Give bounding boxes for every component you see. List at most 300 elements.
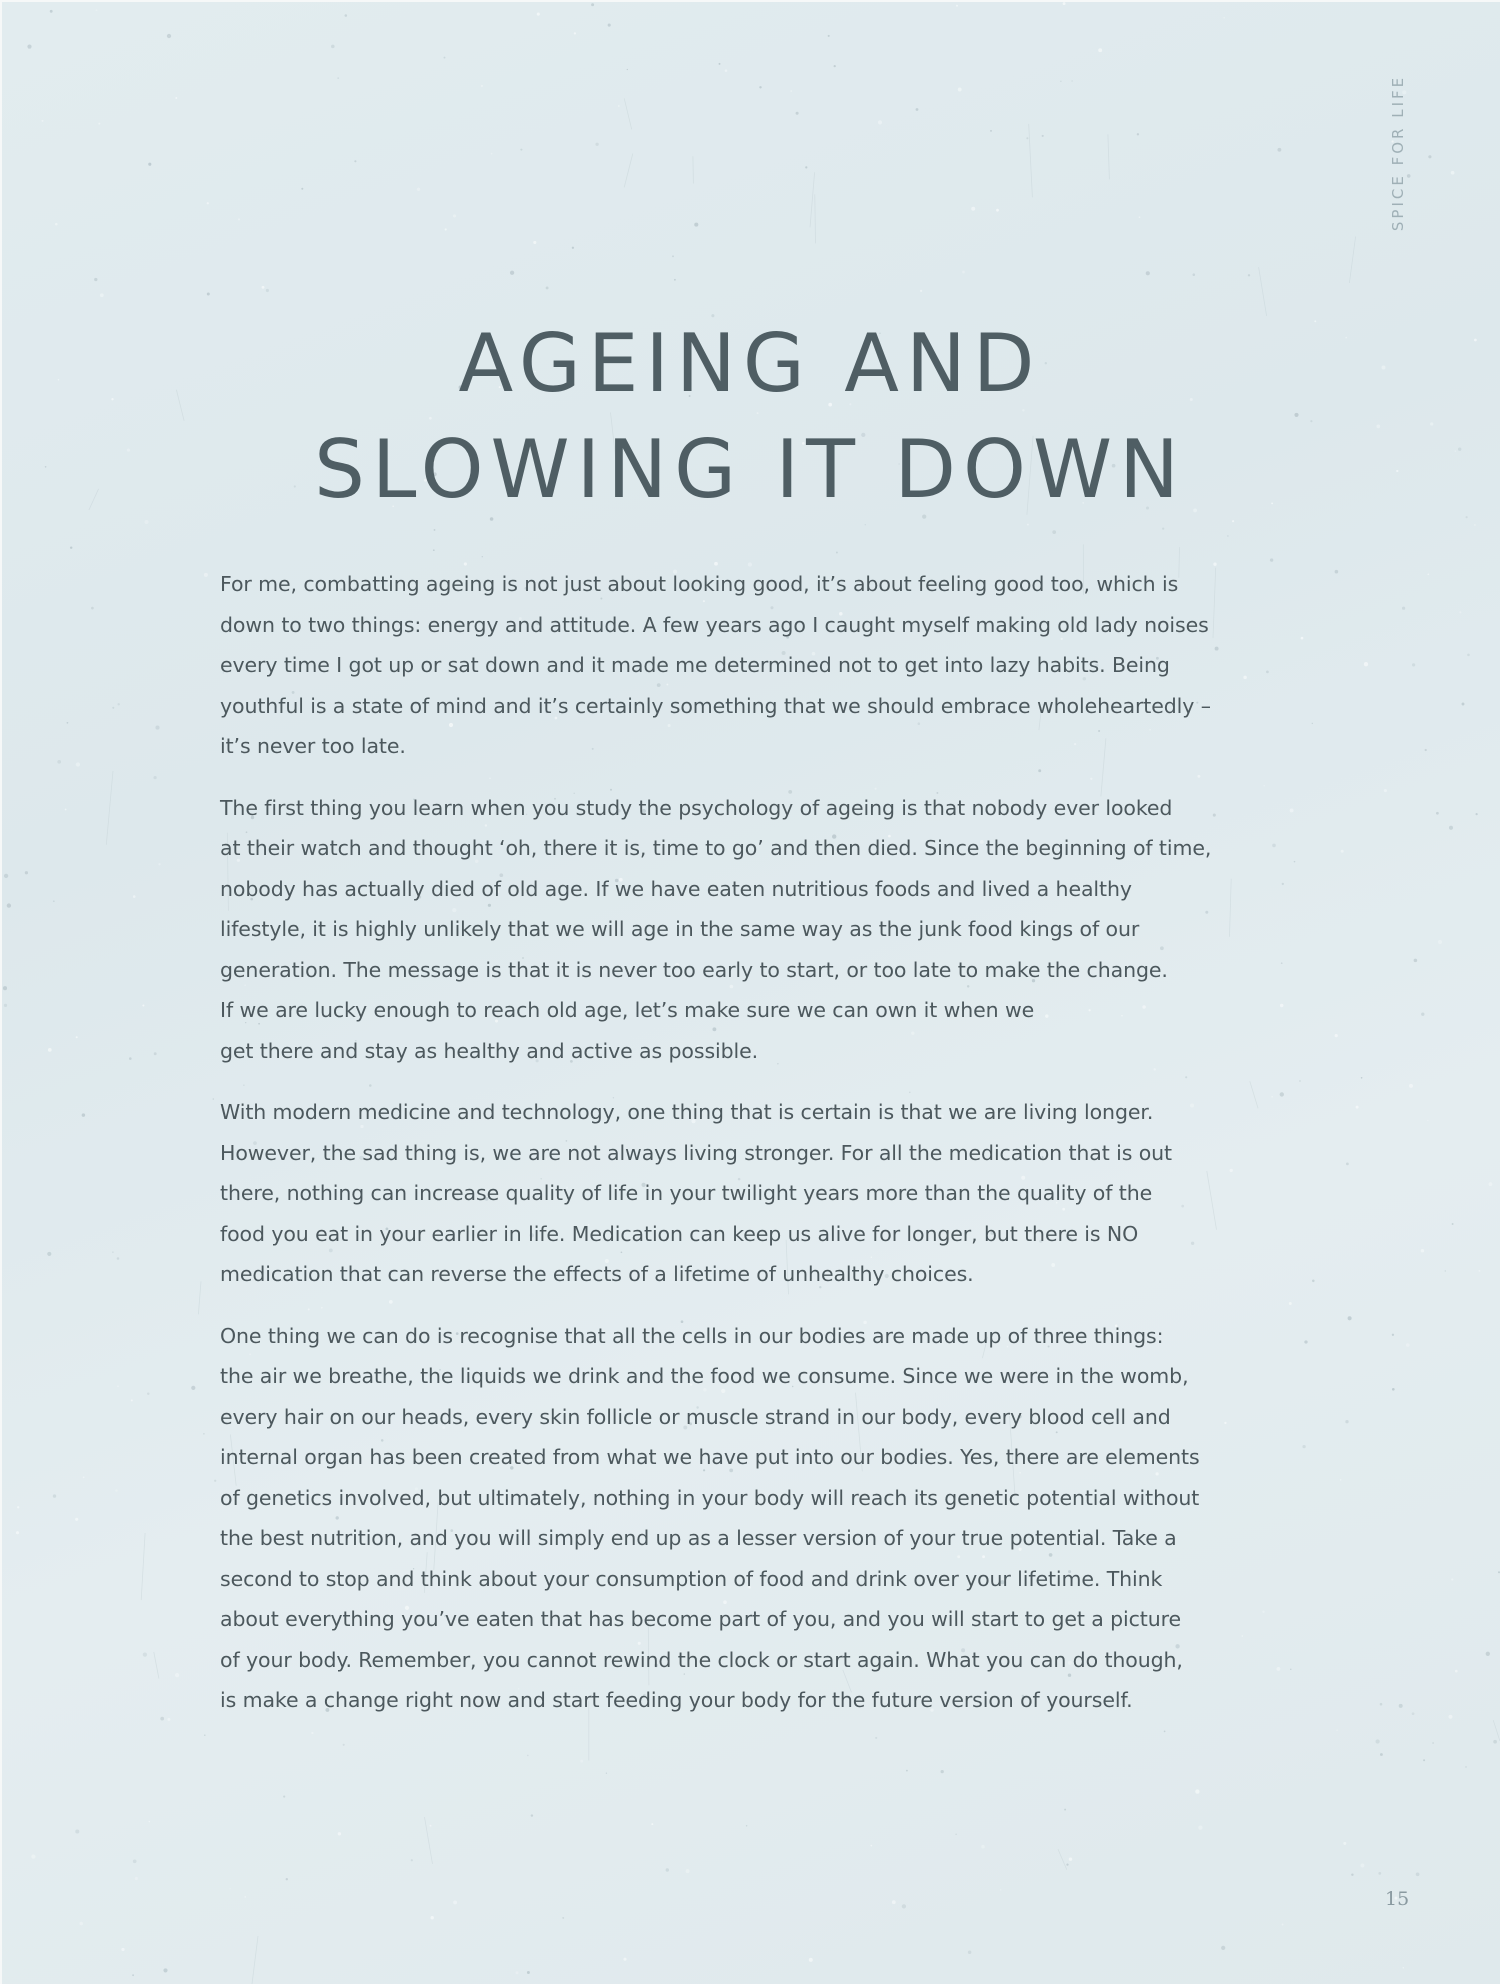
speckle xyxy=(70,546,72,548)
speckle xyxy=(1406,0,1408,1)
speckle xyxy=(79,1922,83,1926)
speckle xyxy=(75,1829,79,1833)
speckle xyxy=(627,69,628,70)
speckle xyxy=(1335,1034,1338,1037)
speckle xyxy=(53,1494,56,1497)
speckle xyxy=(98,123,100,125)
speckle xyxy=(203,1433,205,1435)
speckle xyxy=(1462,703,1465,706)
speckle xyxy=(1396,470,1398,472)
speckle xyxy=(345,14,348,17)
speckle xyxy=(1301,637,1304,640)
speckle xyxy=(580,1760,583,1763)
speckle xyxy=(996,209,999,212)
speckle xyxy=(1271,1096,1272,1097)
scratch xyxy=(810,172,815,227)
speckle xyxy=(1414,959,1418,963)
speckle xyxy=(1412,663,1415,666)
speckle xyxy=(75,1518,78,1521)
speckle xyxy=(1282,1924,1284,1926)
speckle xyxy=(1289,1302,1292,1305)
speckle xyxy=(175,97,177,99)
speckle xyxy=(1449,826,1453,830)
speckle xyxy=(434,529,436,531)
speckle xyxy=(155,726,159,730)
speckle xyxy=(941,1770,944,1773)
speckle xyxy=(1382,366,1386,370)
speckle xyxy=(430,1825,432,1827)
speckle xyxy=(574,32,576,34)
speckle xyxy=(1427,573,1429,575)
speckle xyxy=(591,3,594,6)
speckle xyxy=(204,573,208,577)
speckle xyxy=(167,34,171,38)
speckle xyxy=(790,90,792,92)
speckle xyxy=(1304,1340,1307,1343)
speckle xyxy=(149,1821,150,1822)
speckle xyxy=(623,1958,626,1961)
speckle xyxy=(94,278,97,281)
speckle xyxy=(154,1052,157,1055)
speckle xyxy=(1193,273,1196,276)
speckle xyxy=(520,149,522,151)
speckle xyxy=(1361,1077,1363,1079)
speckle xyxy=(1345,337,1347,339)
speckle xyxy=(537,13,540,16)
speckle xyxy=(686,1869,690,1873)
speckle xyxy=(411,1859,413,1861)
text-line: there, nothing can increase quality of life in your twilight years more than the quality of the xyxy=(220,1181,1153,1205)
speckle xyxy=(100,293,104,297)
text-line: internal organ has been created from what we have put into our bodies. Yes, there are elements xyxy=(220,1445,1200,1469)
speckle xyxy=(1064,1809,1066,1811)
speckle xyxy=(354,160,356,162)
speckle xyxy=(153,776,156,779)
paragraph-4 xyxy=(220,1316,1250,1721)
speckle xyxy=(719,63,721,65)
speckle xyxy=(834,65,836,67)
speckle xyxy=(1336,1729,1338,1731)
text-line: it’s never too late. xyxy=(220,734,406,758)
speckle xyxy=(65,809,67,811)
speckle xyxy=(143,1652,147,1656)
scratch xyxy=(198,1281,201,1314)
speckle xyxy=(129,1057,132,1060)
speckle xyxy=(229,1888,230,1889)
speckle xyxy=(1280,1092,1284,1096)
text-line: medication that can reverse the effects of a lifetime of unhealthy choices. xyxy=(220,1262,974,1286)
speckle xyxy=(1493,1740,1497,1744)
text-line: about everything you’ve eaten that has become part of you, and you will start to get a picture xyxy=(220,1607,1182,1631)
speckle xyxy=(27,45,31,49)
speckle xyxy=(331,45,335,49)
speckle xyxy=(533,241,536,244)
speckle xyxy=(117,1386,118,1387)
speckle xyxy=(618,105,620,107)
speckle xyxy=(1392,1388,1395,1391)
text-line: down to two things: energy and attitude. A few years ago I caught myself making old lady noises xyxy=(220,612,1209,637)
speckle xyxy=(1302,1445,1305,1448)
speckle xyxy=(3,986,7,990)
speckle xyxy=(870,1845,872,1847)
speckle xyxy=(76,1036,78,1038)
speckle xyxy=(1416,1872,1420,1876)
text-line: the air we breathe, the liquids we drink and the food we consume. Since we were in the womb, xyxy=(220,1364,1189,1388)
speckle xyxy=(1436,812,1439,815)
speckle xyxy=(1348,1316,1352,1320)
speckle xyxy=(117,1257,120,1260)
speckle xyxy=(1392,1334,1394,1336)
speckle xyxy=(1266,671,1269,674)
speckle xyxy=(1428,155,1431,158)
speckle xyxy=(83,1477,85,1479)
speckle xyxy=(968,1950,972,1954)
speckle xyxy=(1403,1967,1404,1968)
speckle xyxy=(48,1048,52,1052)
speckle xyxy=(433,549,435,551)
speckle xyxy=(1227,535,1228,536)
speckle xyxy=(796,112,799,115)
speckle xyxy=(1449,1715,1453,1719)
speckle xyxy=(1063,2,1066,5)
speckle xyxy=(76,762,80,766)
body-text xyxy=(220,564,1250,1742)
text-line: every hair on our heads, every skin follicle or muscle strand in our body, every blood cell and xyxy=(220,1404,1171,1429)
speckle xyxy=(132,1974,134,1976)
text-line: second to stop and think about your consumption of food and drink over your lifetime. Think xyxy=(220,1566,1163,1591)
text-line: The first thing you learn when you study the psychology of ageing is that nobody ever looked xyxy=(220,795,1173,820)
speckle xyxy=(1137,133,1139,135)
speckle xyxy=(1474,524,1475,525)
speckle xyxy=(135,1877,138,1880)
speckle xyxy=(1262,1610,1264,1612)
scratch xyxy=(176,390,184,421)
speckle xyxy=(1430,422,1433,425)
speckle xyxy=(1458,448,1461,451)
speckle xyxy=(1026,137,1028,139)
speckle xyxy=(1060,81,1061,82)
speckle xyxy=(482,556,483,557)
speckle xyxy=(45,466,47,468)
speckle xyxy=(1465,1766,1466,1767)
speckle xyxy=(828,35,830,37)
text-line: generation. The message is that it is never too early to start, or too late to make the change. xyxy=(220,957,1168,982)
speckle xyxy=(1402,607,1405,610)
speckle xyxy=(1071,80,1073,82)
speckle xyxy=(1248,274,1250,276)
speckle xyxy=(1406,1343,1410,1347)
speckle xyxy=(1312,1280,1315,1283)
text-line: nobody has actually died of old age. If we have eaten nutritious foods and lived a healthy xyxy=(220,876,1132,901)
text-line: of genetics involved, but ultimately, nothing in your body will reach its genetic potential without xyxy=(220,1485,1200,1510)
speckle xyxy=(608,24,611,27)
speckle xyxy=(562,1917,564,1919)
text-line: at their watch and thought ‘oh, there it is, time to go’ and then died. Since the beginning of time, xyxy=(220,836,1212,860)
speckle xyxy=(1264,785,1265,786)
speckle xyxy=(1280,1004,1283,1007)
speckle xyxy=(725,69,728,72)
speckle xyxy=(1421,1249,1424,1252)
paragraph-1 xyxy=(220,564,1250,767)
speckle xyxy=(1195,1789,1199,1793)
speckle xyxy=(1425,749,1427,751)
speckle xyxy=(1427,1120,1429,1122)
text-line: However, the sad thing is, we are not always living stronger. For all the medication that is out xyxy=(220,1140,1172,1165)
speckle xyxy=(4,874,8,878)
speckle xyxy=(481,85,483,87)
speckle xyxy=(453,1900,457,1904)
text-line: of your body. Remember, you cannot rewind the clock or start again. What you can do though, xyxy=(220,1647,1183,1672)
text-line: youthful is a state of mind and it’s certainly something that we should embrace wholeheartedly – xyxy=(220,693,1211,718)
speckle xyxy=(1384,789,1387,792)
speckle xyxy=(1340,1479,1341,1480)
speckle xyxy=(962,271,965,274)
scratch xyxy=(1250,1081,1258,1108)
paragraph-3 xyxy=(220,1092,1250,1295)
speckle xyxy=(53,900,55,902)
speckle xyxy=(1290,808,1294,812)
scratch xyxy=(1349,237,1355,284)
speckle xyxy=(1451,171,1455,175)
speckle xyxy=(1455,1670,1458,1673)
speckle xyxy=(453,214,456,217)
speckle xyxy=(1098,48,1102,52)
speckle xyxy=(1027,524,1029,526)
speckle xyxy=(1221,1946,1225,1950)
speckle xyxy=(147,1392,149,1394)
speckle xyxy=(958,88,962,92)
speckle xyxy=(4,1004,7,1007)
speckle xyxy=(283,1796,285,1798)
speckle xyxy=(1486,1652,1490,1656)
speckle xyxy=(160,1717,164,1721)
speckle xyxy=(746,1825,747,1826)
speckle xyxy=(1376,425,1380,429)
speckle xyxy=(50,10,53,13)
speckle xyxy=(1312,723,1313,724)
speckle xyxy=(1380,1753,1383,1756)
speckle xyxy=(515,1971,518,1974)
speckle xyxy=(491,153,493,155)
speckle xyxy=(244,1896,246,1898)
speckle xyxy=(1455,450,1457,452)
speckle xyxy=(214,1480,216,1482)
speckle xyxy=(167,1718,170,1721)
speckle xyxy=(118,703,120,705)
scratch xyxy=(624,154,633,188)
scratch xyxy=(1108,134,1110,179)
speckle xyxy=(1375,1739,1379,1743)
speckle xyxy=(1474,339,1477,342)
speckle xyxy=(981,1845,985,1849)
speckle xyxy=(16,1531,19,1534)
speckle xyxy=(133,1859,137,1863)
scratch xyxy=(1493,1720,1500,1741)
speckle xyxy=(1467,654,1470,657)
speckle xyxy=(1445,1270,1446,1271)
speckle xyxy=(207,293,210,296)
text-line: If we are lucky enough to reach old age, let’s make sure we can own it when we xyxy=(220,998,1035,1022)
speckle xyxy=(971,207,975,211)
scratch xyxy=(1058,1849,1067,1870)
speckle xyxy=(82,1113,85,1116)
speckle xyxy=(1399,1704,1403,1708)
page-number: 15 xyxy=(1385,1888,1410,1910)
speckle xyxy=(127,448,130,451)
speckle xyxy=(1421,1013,1424,1016)
speckle xyxy=(1360,1864,1364,1868)
speckle xyxy=(57,760,61,764)
scratch xyxy=(249,1936,258,1984)
speckle xyxy=(1299,1080,1300,1081)
speckle xyxy=(213,1098,215,1100)
text-line: food you eat in your earlier in life. Medication can keep us alive for longer, but there is NO xyxy=(220,1221,1139,1246)
speckle xyxy=(158,863,160,865)
speckle xyxy=(286,1878,288,1880)
speckle xyxy=(527,1755,529,1757)
text-line: With modern medicine and technology, one thing that is certain is that we are living longer. xyxy=(220,1100,1154,1124)
running-header xyxy=(1380,58,1416,248)
speckle xyxy=(1409,1084,1413,1088)
title-line-2: SLOWING IT DOWN xyxy=(314,423,1186,517)
speckle xyxy=(1277,148,1281,152)
speckle xyxy=(144,520,148,524)
speckle xyxy=(175,1673,179,1677)
speckle xyxy=(238,218,240,220)
speckle xyxy=(17,1506,19,1508)
speckle xyxy=(1066,1864,1068,1866)
speckle xyxy=(7,903,11,907)
speckle xyxy=(1438,940,1442,944)
speckle xyxy=(1000,1889,1001,1890)
speckle xyxy=(1476,813,1478,815)
speckle xyxy=(204,1734,205,1735)
speckle xyxy=(191,1386,195,1390)
speckle xyxy=(672,255,674,257)
speckle xyxy=(55,223,58,226)
title-line-1: AGEING AND xyxy=(458,317,1042,411)
text-line: One thing we can do is recognise that all the cells in our bodies are made up of three things: xyxy=(220,1323,1164,1348)
speckle xyxy=(1146,271,1150,275)
scratch xyxy=(815,194,816,243)
speckle xyxy=(531,1814,533,1816)
speckle xyxy=(111,398,113,400)
speckle xyxy=(1412,1712,1415,1715)
speckle xyxy=(112,1251,113,1252)
speckle xyxy=(1466,516,1468,518)
scratch xyxy=(141,1533,145,1600)
speckle xyxy=(892,1900,896,1904)
speckle xyxy=(836,552,838,554)
speckle xyxy=(1335,570,1339,574)
speckle xyxy=(445,228,447,230)
speckle xyxy=(1432,1742,1434,1744)
speckle xyxy=(67,722,69,724)
speckle xyxy=(1314,320,1316,322)
speckle xyxy=(148,163,151,166)
speckle xyxy=(1270,558,1273,561)
text-line: is make a change right now and start feeding your body for the future version of yourself. xyxy=(220,1688,1133,1712)
speckle xyxy=(163,1968,167,1972)
speckle xyxy=(1272,844,1276,848)
speckle xyxy=(1198,1825,1202,1829)
scratch xyxy=(89,489,99,510)
speckle xyxy=(1488,1182,1492,1186)
scratch xyxy=(154,1652,159,1679)
speckle xyxy=(956,5,958,7)
text-line: lifestyle, it is highly unlikely that we will age in the same way as the junk food kings of our xyxy=(220,917,1140,941)
speckle xyxy=(865,524,866,525)
speckle xyxy=(1346,1163,1349,1166)
speckle xyxy=(1276,1667,1280,1671)
speckle xyxy=(115,1489,118,1492)
speckle xyxy=(572,247,574,249)
speckle xyxy=(266,289,269,292)
speckle xyxy=(96,9,98,11)
speckle xyxy=(338,1832,341,1835)
text-line: For me, combatting ageing is not just about looking good, it’s about feeling good too, which is xyxy=(220,572,1179,596)
speckle xyxy=(444,57,446,59)
speckle xyxy=(430,1916,433,1919)
speckle xyxy=(1294,861,1296,863)
speckle xyxy=(606,1773,607,1774)
text-line: the best nutrition, and you will simply end up as a lesser version of your true potential. Take a xyxy=(220,1526,1177,1550)
scratch xyxy=(1029,124,1033,197)
speckle xyxy=(1459,611,1461,613)
speckle xyxy=(1351,1873,1353,1875)
speckle xyxy=(1069,1857,1072,1860)
speckle xyxy=(595,143,598,146)
speckle xyxy=(1042,135,1044,137)
speckle xyxy=(31,1854,35,1858)
speckle xyxy=(527,1971,530,1974)
speckle xyxy=(142,1004,144,1006)
scratch xyxy=(425,1817,433,1864)
speckle xyxy=(990,130,992,132)
speckle xyxy=(674,279,676,281)
speckle xyxy=(343,1744,345,1746)
speckle xyxy=(1378,1872,1381,1875)
speckle xyxy=(417,188,420,191)
speckle xyxy=(133,895,136,898)
speckle xyxy=(1452,1223,1454,1225)
speckle xyxy=(25,871,28,874)
speckle xyxy=(91,607,94,610)
speckle xyxy=(1478,1270,1480,1272)
running-header-text: SPICE FOR LIFE xyxy=(1389,74,1407,232)
speckle xyxy=(1223,17,1225,19)
speckle xyxy=(1290,1669,1291,1670)
speckle xyxy=(916,108,919,111)
speckle xyxy=(1423,1759,1425,1761)
speckle xyxy=(1364,662,1368,666)
speckle xyxy=(1451,1578,1453,1580)
speckle xyxy=(1052,530,1056,534)
speckle xyxy=(207,202,209,204)
scratch xyxy=(693,156,694,183)
speckle xyxy=(1380,1703,1383,1706)
speckle xyxy=(112,707,114,709)
speckle xyxy=(1282,883,1284,885)
speckle xyxy=(1162,528,1164,530)
speckle xyxy=(121,1948,124,1951)
speckle xyxy=(1345,1420,1348,1423)
speckle xyxy=(1343,1842,1346,1845)
speckle xyxy=(301,188,303,190)
text-line: get there and stay as healthy and active as possible. xyxy=(220,1038,759,1063)
scratch xyxy=(106,771,113,845)
speckle xyxy=(759,86,761,88)
